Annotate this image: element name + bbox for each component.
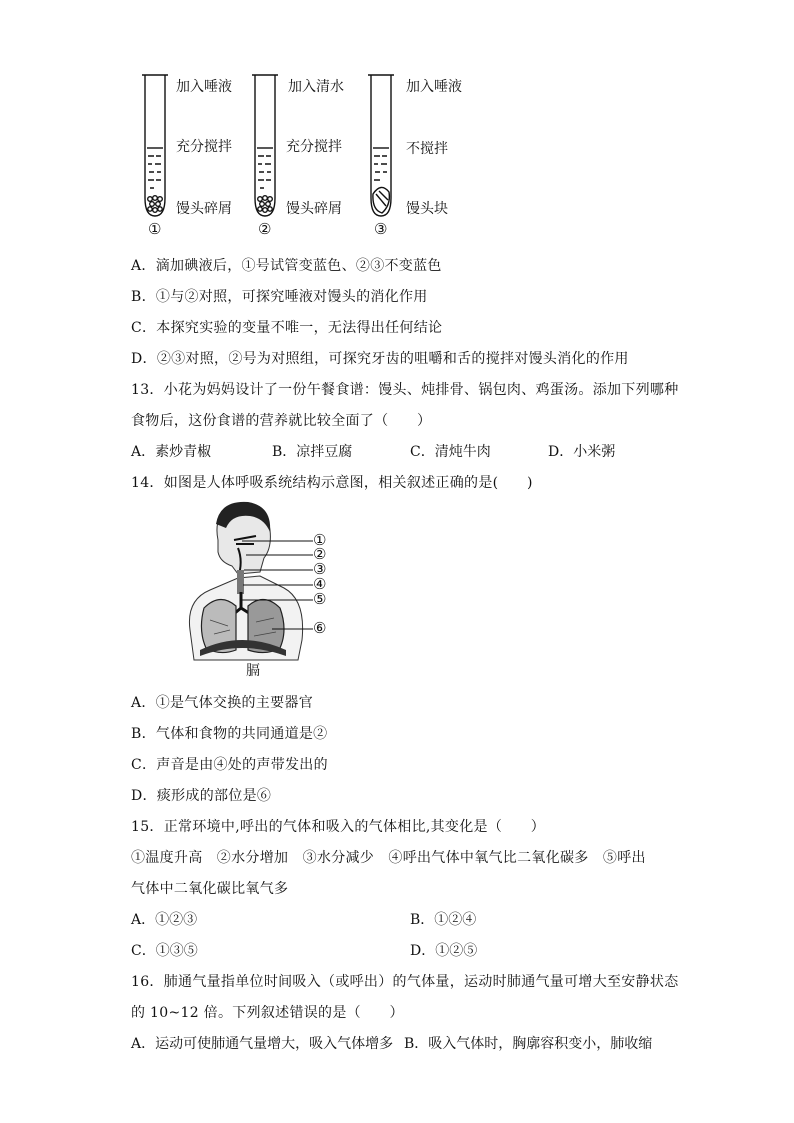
- tube-2-number: ②: [258, 220, 272, 238]
- q12-option-c[interactable]: C．本探究实验的变量不唯一，无法得出任何结论: [131, 320, 443, 336]
- resp-label-3: ③: [313, 560, 327, 578]
- q16-option-b[interactable]: B．吸入气体时，胸廓容积变小，肺收缩: [404, 1036, 653, 1052]
- q16-stem-line-2: 的 10~12 倍。下列叙述错误的是（ ）: [131, 1005, 404, 1021]
- q13-option-d[interactable]: D．小米粥: [548, 444, 616, 460]
- q15-items-line-1: ①温度升高 ②水分增加 ③水分减少 ④呼出气体中氧气比二氧化碳多 ⑤呼出: [131, 850, 646, 866]
- tube-3-mid-label: 不搅拌: [406, 141, 448, 157]
- q13-stem-line-1: 13．小花为妈妈设计了一份午餐食谱：馒头、炖排骨、锅包肉、鸡蛋汤。添加下列哪种: [131, 382, 679, 398]
- q16-option-a[interactable]: A．运动可使肺通气量增大，吸入气体增多: [131, 1036, 394, 1052]
- q13-option-c[interactable]: C．清炖牛肉: [410, 444, 491, 460]
- q15-option-a[interactable]: A．①②③: [131, 912, 198, 928]
- q12-option-d[interactable]: D．②③对照，②号为对照组，可探究牙齿的咀嚼和舌的搅拌对馒头消化的作用: [131, 351, 629, 367]
- q14-option-d[interactable]: D．痰形成的部位是⑥: [131, 788, 272, 804]
- tube-1-mid-label: 充分搅拌: [176, 139, 232, 155]
- tube-3-icon: [368, 75, 394, 216]
- q13-option-b[interactable]: B．凉拌豆腐: [272, 444, 353, 460]
- tube-2-bottom-label: 馒头碎屑: [286, 201, 342, 217]
- tube-1-bottom-label: 馒头碎屑: [176, 201, 232, 217]
- resp-label-1: ①: [313, 531, 327, 549]
- tube-3-bottom-label: 馒头块: [406, 201, 448, 217]
- q14-option-c[interactable]: C．声音是由④处的声带发出的: [131, 757, 328, 773]
- tube-1-top-label: 加入唾液: [176, 79, 232, 95]
- q13-stem-line-2: 食物后，这份食谱的营养就比较全面了（ ）: [131, 413, 432, 429]
- test-tube-figure: [130, 70, 490, 245]
- q14-option-b[interactable]: B．气体和食物的共同通道是②: [131, 726, 328, 742]
- tube-3-number: ③: [374, 220, 388, 238]
- q15-option-d[interactable]: D．①②⑤: [410, 943, 478, 959]
- tube-2-mid-label: 充分搅拌: [286, 139, 342, 155]
- q12-option-b[interactable]: B．①与②对照，可探究唾液对馒头的消化作用: [131, 289, 428, 305]
- q15-option-b[interactable]: B．①②④: [410, 912, 477, 928]
- tube-2-top-label: 加入清水: [288, 79, 344, 95]
- q15-option-c[interactable]: C．①③⑤: [131, 943, 198, 959]
- q13-option-a[interactable]: A．素炒青椒: [131, 444, 212, 460]
- q15-items-line-2: 气体中二氧化碳比氧气多: [131, 881, 289, 897]
- tube-1-number: ①: [148, 220, 162, 238]
- resp-label-2: ②: [313, 545, 327, 563]
- q14-option-a[interactable]: A．①是气体交换的主要器官: [131, 695, 314, 711]
- q12-option-a[interactable]: A．滴加碘液后，①号试管变蓝色、②③不变蓝色: [131, 258, 442, 274]
- q15-stem: 15．正常环境中,呼出的气体和吸入的气体相比,其变化是（ ）: [131, 819, 546, 835]
- respiratory-system-figure: [180, 500, 340, 682]
- resp-label-4: ④: [313, 575, 327, 593]
- q14-stem: 14．如图是人体呼吸系统结构示意图，相关叙述正确的是( ): [131, 475, 533, 491]
- diaphragm-caption: 膈: [246, 663, 260, 679]
- resp-label-6: ⑥: [313, 619, 327, 637]
- tube-3-top-label: 加入唾液: [406, 79, 462, 95]
- tube-2-icon: [252, 75, 278, 216]
- q16-stem-line-1: 16．肺通气量指单位时间吸入（或呼出）的气体量，运动时肺通气量可增大至安静状态: [131, 974, 679, 990]
- tube-1-icon: [142, 75, 168, 216]
- resp-label-5: ⑤: [313, 590, 327, 608]
